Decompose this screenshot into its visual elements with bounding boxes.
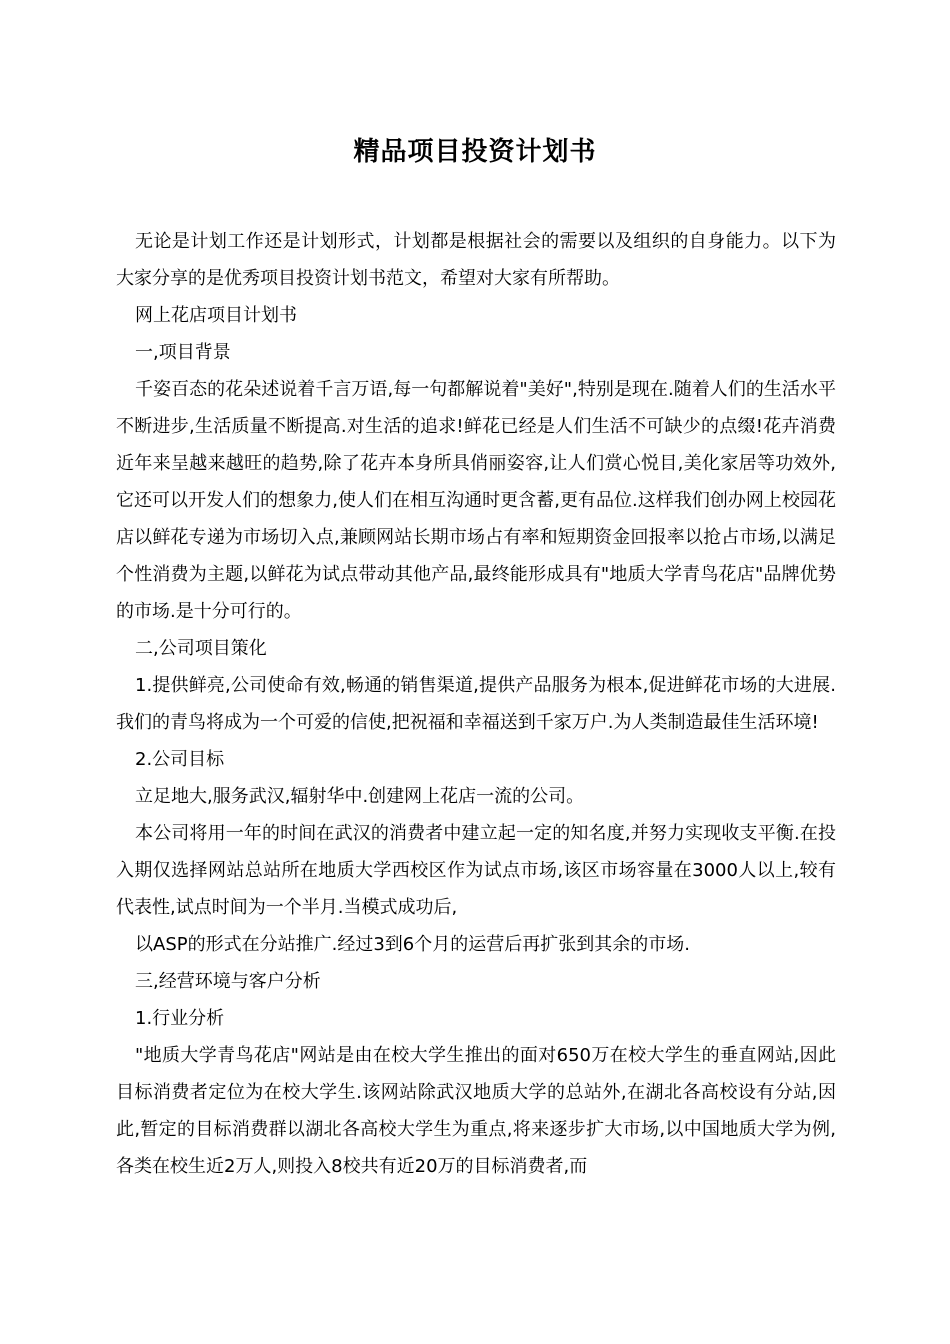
section-heading-background: 一,项目背景 [135,342,231,363]
goal-paragraph: 立足地大,服务武汉,辐射华中.创建网上花店一流的公司。 [135,786,585,807]
subheading-industry-analysis: 1.行业分析 [135,1008,225,1029]
document-body [116,223,836,1185]
industry-paragraph: "地质大学青鸟花店"网站是由在校大学生推出的面对650万在校大学生的垂直网站,因此目标消费者定位为在校大学生.该网站除武汉地质大学的总站外,在湖北各高校设有分站,因此,暂定的目标消费群以湖北各高校大学生为重点,将来逐步扩大市场,以中国地质大学为例,各类在校生近2万人,则投入8校共有近20万的目标消费者,而 [116,1045,836,1177]
section-heading-strategy: 二,公司项目策化 [135,638,267,659]
background-paragraph: 千姿百态的花朵述说着千言万语,每一句都解说着"美好",特别是现在.随着人们的生活水平不断进步,生活质量不断提高.对生活的追求!鲜花已经是人们生活不可缺少的点缀!花卉消费近年来呈越来越旺的趋势,除了花卉本身所具俏丽姿容,让人们赏心悦目,美化家居等功效外,它还可以开发人们的想象力,使人们在相互沟通时更含蓄,更有品位.这样我们创办网上校园花店以鲜花专递为市场切入点,兼顾网站长期市场占有率和短期资金回报率以抢占市场,以满足个性消费为主题,以鲜花为试点带动其他产品,最终能形成具有"地质大学青鸟花店"品牌优势的市场.是十分可行的。 [116,379,836,622]
section-heading-environment: 三,经营环境与客户分析 [135,971,321,992]
intro-paragraph: 无论是计划工作还是计划形式，计划都是根据社会的需要以及组织的自身能力。以下为大家分享的是优秀项目投资计划书范文，希望对大家有所帮助。 [116,231,836,289]
expansion-paragraph: 以ASP的形式在分站推广.经过3到6个月的运营后再扩张到其余的市场. [135,934,690,955]
strategy-paragraph: 1.提供鲜亮,公司使命有效,畅通的销售渠道,提供产品服务为根本,促进鲜花市场的大进展.我们的青鸟将成为一个可爱的信使,把祝福和幸福送到千家万户.为人类制造最佳生活环境! [116,675,836,733]
plan-paragraph: 本公司将用一年的时间在武汉的消费者中建立起一定的知名度,并努力实现收支平衡.在投入期仅选择网站总站所在地质大学西校区作为试点市场,该区市场容量在3000人以上,较有代表性,试点时间为一个半月.当模式成功后, [116,823,836,918]
plan-heading: 网上花店项目计划书 [135,305,297,326]
document-title: 精品项目投资计划书 [353,137,597,167]
subheading-company-goal: 2.公司目标 [135,749,225,770]
